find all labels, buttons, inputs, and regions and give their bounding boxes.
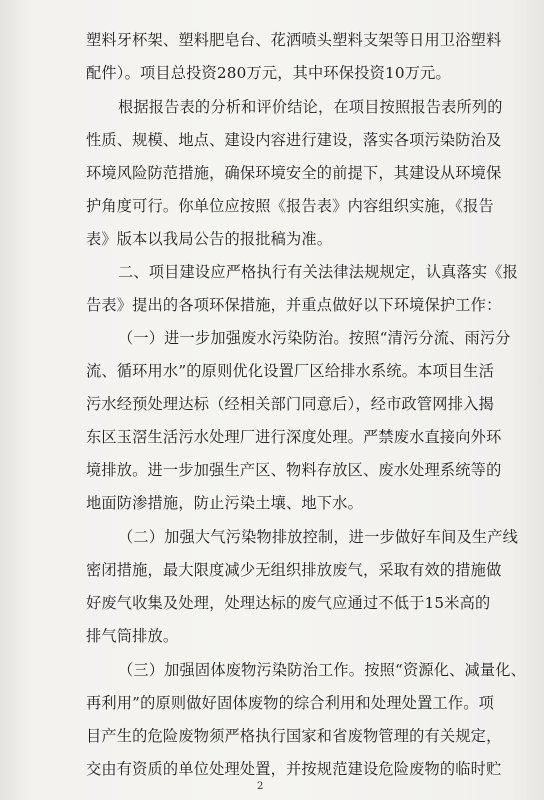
page-number: 2 [257,781,264,792]
text-line: （一）进一步加强废水污染防治。按照“清污分流、雨污分 [118,329,511,347]
text-line: （三）加强固体废物污染防治工作。按照“资源化、减量化、 [118,661,527,679]
text-line: 性质、规模、地点、建设内容进行建设，落实各项污染防治及 [86,131,502,149]
text-line: 护角度可行。你单位应按照《报告表》内容组织实施，《报告 [86,197,494,215]
text-line: 二、项目建设应严格执行有关法律法规规定，认真落实《报 [118,263,519,281]
text-line: 根据报告表的分析和评价结论，在项目按照报告表所列的 [118,98,503,116]
text-line: （二）加强大气污染物排放控制，进一步做好车间及生产线 [118,528,519,546]
text-line: 好废气收集及处理，处理达标的废气应通过不低于15米高的 [86,594,491,612]
text-line: 配件）。项目总投资280万元，其中环保投资10万元。 [86,64,451,82]
text-line: 塑料牙杯架、塑料肥皂台、花洒喷头塑料支架等日用卫浴塑料 [86,31,502,49]
text-line: 告表》提出的各项环保措施，并重点做好以下环境保护工作： [86,296,502,314]
text-line: 污水经预处理达标（经相关部门同意后），经市政管网排入揭 [86,395,494,413]
text-line: 流、循环用水”的原则优化设置厂区给排水系统。本项目生活 [86,362,495,380]
text-line: 再利用”的原则做好固体废物的综合利用和处理处置工作。项 [86,694,495,712]
text-line: 交由有资质的单位处理处置，并按规范建设危险废物的临时贮 [86,760,502,778]
text-line: 排气筒排放。 [86,627,179,645]
text-line: 密闭措施，最大限度减少无组织排放废气，采取有效的措施做 [86,561,502,579]
text-line: 境排放。进一步加强生产区、物料存放区、废水处理系统等的 [86,461,502,479]
text-line: 环境风险防范措施，确保环境安全的前提下，其建设从环境保 [86,164,502,182]
text-line: 东区玉滘生活污水处理厂进行深度处理。严禁废水直接向外环 [86,428,502,446]
text-line: 目产生的危险废物须严格执行国家和省废物管理的有关规定， [86,727,502,745]
text-line: 表》版本以我局公告的报批稿为准。 [86,230,333,248]
text-line: 地面防渗措施，防止污染土壤、地下水。 [86,494,363,512]
